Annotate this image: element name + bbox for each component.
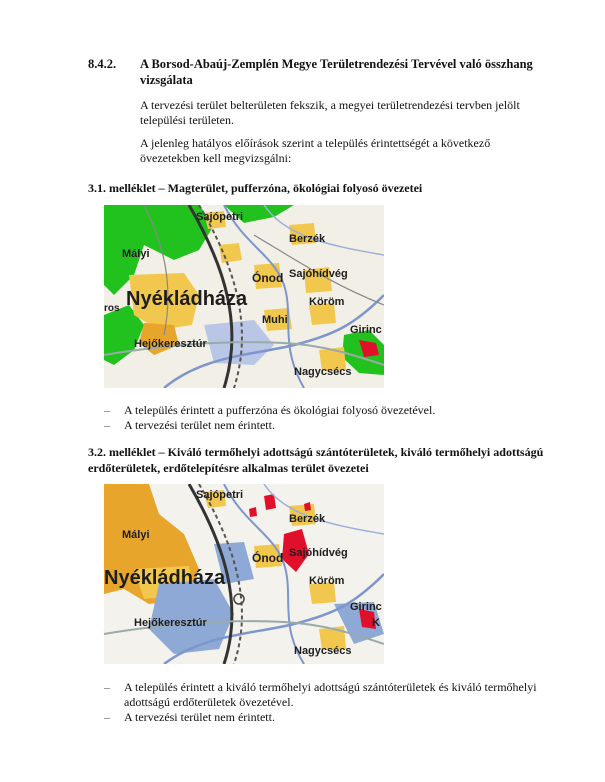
map-label-onod: Ónod	[252, 271, 284, 285]
annex-3-2-map	[104, 484, 384, 664]
map-label-nyekladhaza: Nyékládháza	[104, 567, 226, 589]
map-label-hejokeresztur: Hejőkeresztúr	[134, 338, 207, 350]
map-label-berzek: Berzék	[289, 513, 326, 525]
map-label-sajopetri: Sajópetri	[196, 489, 244, 501]
map-label-onod: Ónod	[252, 551, 284, 565]
map-label-hejokeresztur: Hejőkeresztúr	[134, 617, 207, 629]
map-label-edge: K	[372, 617, 380, 629]
bullet-dash: –	[104, 403, 110, 417]
map-label-sajohidveg: Sajóhídvég	[289, 547, 348, 559]
map-label-sajopetri: Sajópetri	[196, 211, 244, 223]
annex-3-1-title: 3.1. melléklet – Magterület, pufferzóna, ökológiai folyosó övezetei	[88, 181, 423, 195]
paragraph-1: A tervezési terület belterületen fekszik, a megyei területrendezési tervben jelölt települési területen.	[140, 98, 520, 127]
bullet-text: A település érintett a pufferzóna és ökológiai folyosó övezetével.	[124, 403, 436, 417]
annex-3-2-title: 3.2. melléklet – Kiváló termőhelyi adottságú szántóterületek, kiváló termőhelyi adottságú erdőterületek, erdőtelepítésre alkalmas terület övezetei	[88, 445, 544, 475]
bullet-dash: –	[104, 418, 110, 432]
map-label-korom: Köröm	[309, 296, 345, 308]
map-label-nyekladhaza: Nyékládháza	[126, 288, 248, 310]
map-label-nagycsecs: Nagycsécs	[294, 366, 352, 378]
map-label-nagycsecs: Nagycsécs	[294, 645, 352, 657]
bullet-text: A település érintett a kiváló termőhelyi adottságú szántóterületek és kiváló termőhelyi adottságú erdőterületek övezetével.	[124, 680, 537, 709]
section-number: 8.4.2.	[88, 57, 117, 71]
map-label-korom: Köröm	[309, 575, 345, 587]
map-label-muhi: Muhi	[262, 314, 288, 326]
map-label-malyi: Mályi	[122, 248, 150, 260]
bullet-dash: –	[104, 680, 110, 694]
map-label-edge: ros	[104, 303, 120, 314]
annex-3-1-map	[104, 205, 384, 388]
bullet-dash: –	[104, 710, 110, 724]
paragraph-2: A jelenleg hatályos előírások szerint a település érintettségét a következő övezetekben kell megvizsgálni:	[140, 136, 491, 165]
map-label-malyi: Mályi	[122, 529, 150, 541]
map-label-sajohidveg: Sajóhídvég	[289, 268, 348, 280]
map-label-girinc: Girinc	[350, 324, 382, 336]
map-label-berzek: Berzék	[289, 233, 326, 245]
bullet-text: A tervezési terület nem érintett.	[124, 710, 275, 724]
section-title: A Borsod-Abaúj-Zemplén Megye Területrendezési Tervével való összhang vizsgálata	[140, 57, 533, 87]
urban-area	[219, 243, 242, 263]
bullet-text: A tervezési terület nem érintett.	[124, 418, 275, 432]
map-label-girinc: Girinc	[350, 601, 382, 613]
